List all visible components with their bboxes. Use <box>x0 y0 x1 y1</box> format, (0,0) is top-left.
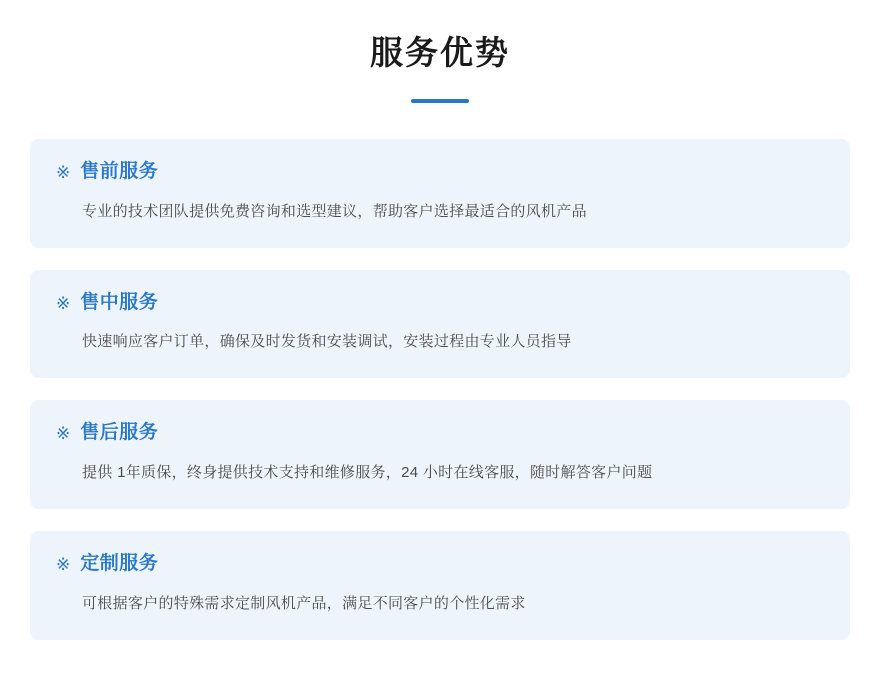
card-title: 售中服务 <box>80 291 159 313</box>
asterisk-mark-icon: ※ <box>56 424 71 444</box>
card-description: 可根据客户的特殊需求定制风机产品，满足不同客户的个性化需求 <box>82 595 526 613</box>
card-title: 售前服务 <box>80 160 159 182</box>
card-header <box>56 422 824 445</box>
card-description: 快速响应客户订单，确保及时发货和安装调试，安装过程由专业人员指导 <box>82 333 572 351</box>
card-header <box>56 553 824 576</box>
title-underline-divider <box>411 99 469 103</box>
card-description: 提供 1年质保，终身提供技术支持和维修服务，24 小时在线客服，随时解答客户问题 <box>82 464 653 482</box>
card-header <box>56 292 824 315</box>
list-item <box>30 400 850 509</box>
card-description: 专业的技术团队提供免费咨询和选型建议，帮助客户选择最适合的风机产品 <box>82 202 587 220</box>
card-header <box>56 161 824 184</box>
card-title: 定制服务 <box>80 553 159 575</box>
asterisk-mark-icon: ※ <box>56 555 71 575</box>
card-title: 售后服务 <box>80 422 159 444</box>
list-item <box>30 531 850 640</box>
service-card-list <box>30 139 850 640</box>
list-item <box>30 139 850 248</box>
asterisk-mark-icon: ※ <box>56 162 71 182</box>
list-item <box>30 270 850 379</box>
page-title: 服务优势 <box>370 34 510 71</box>
asterisk-mark-icon: ※ <box>56 293 71 313</box>
page-header <box>30 0 850 103</box>
